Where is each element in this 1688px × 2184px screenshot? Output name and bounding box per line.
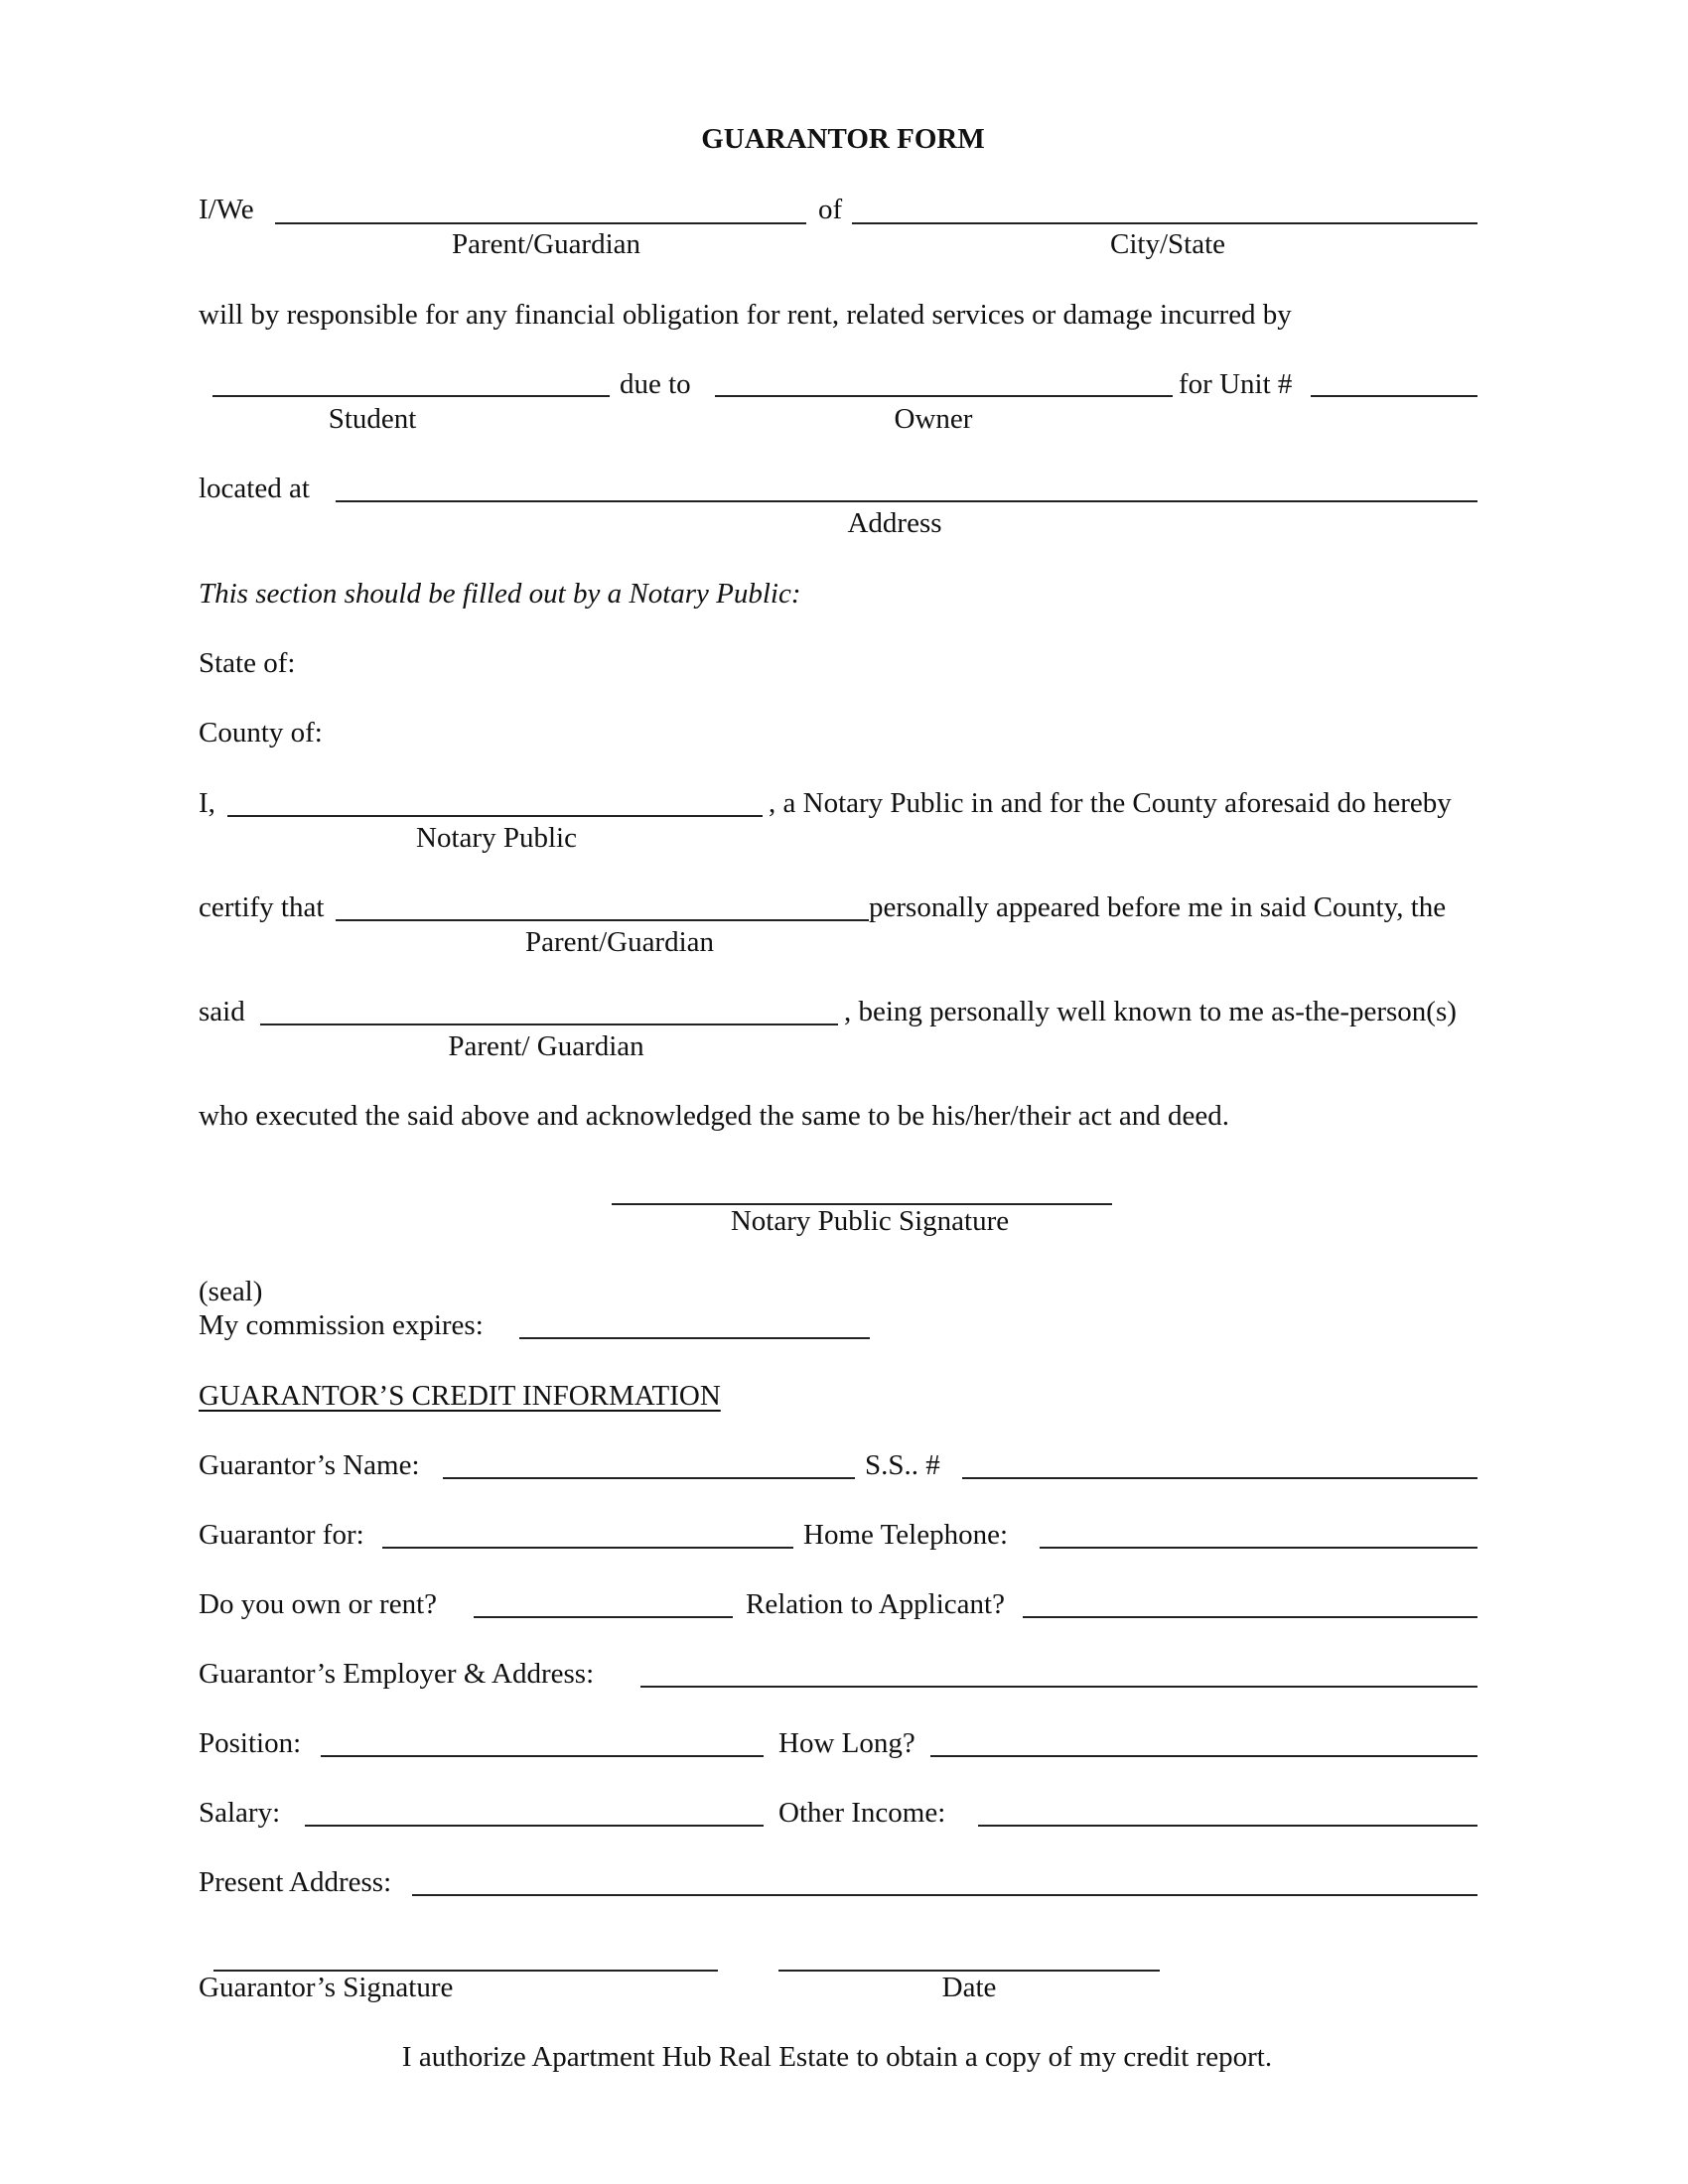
guarantor-name-label: Guarantor’s Name: [199, 1449, 420, 1481]
parent-guardian-caption: Parent/Guardian [451, 228, 641, 260]
employer-address-field[interactable] [640, 1662, 1477, 1688]
student-caption: Student [328, 403, 417, 435]
student-field[interactable] [212, 371, 610, 397]
for-unit-label: for Unit # [1179, 368, 1293, 400]
certify-parent-guardian-field[interactable] [336, 895, 869, 921]
due-to-label: due to [620, 368, 691, 400]
commission-expires-label: My commission expires: [199, 1309, 484, 1341]
said-label: said [199, 996, 245, 1027]
credit-info-heading: GUARANTOR’S CREDIT INFORMATION [199, 1380, 721, 1412]
county-of-label: County of: [199, 717, 323, 749]
personally-appeared-text: personally appeared before me in said County, the [869, 891, 1447, 923]
guarantor-signature-line[interactable] [213, 1946, 718, 1972]
credit-authorization-text: I authorize Apartment Hub Real Estate to obtain a copy of my credit report. [401, 2041, 1273, 2073]
how-long-label: How Long? [778, 1727, 915, 1759]
city-state-field[interactable] [852, 199, 1477, 224]
present-address-label: Present Address: [199, 1866, 392, 1898]
city-state-caption: City/State [1110, 228, 1225, 260]
certify-that-label: certify that [199, 891, 325, 923]
salary-label: Salary: [199, 1797, 281, 1829]
address-caption: Address [847, 507, 942, 539]
of-label: of [818, 194, 843, 225]
unit-number-field[interactable] [1311, 371, 1477, 397]
home-telephone-field[interactable] [1040, 1523, 1477, 1549]
seal-label: (seal) [199, 1276, 263, 1307]
said-parent-guardian-field[interactable] [260, 1000, 838, 1025]
guarantor-for-field[interactable] [382, 1523, 793, 1549]
notary-signature-line[interactable] [612, 1179, 1112, 1205]
relation-field[interactable] [1023, 1592, 1477, 1618]
own-rent-label: Do you own or rent? [199, 1588, 438, 1620]
notary-public-field[interactable] [227, 791, 763, 817]
iwe-label: I/We [199, 194, 254, 225]
guarantor-name-field[interactable] [443, 1453, 855, 1479]
owner-caption: Owner [894, 403, 973, 435]
certify-parent-guardian-caption: Parent/Guardian [524, 926, 715, 958]
guarantor-signature-caption: Guarantor’s Signature [199, 1972, 454, 2003]
date-caption: Date [941, 1972, 997, 2003]
guarantor-for-label: Guarantor for: [199, 1519, 364, 1551]
located-at-label: located at [199, 473, 310, 504]
home-telephone-label: Home Telephone: [803, 1519, 1009, 1551]
own-rent-field[interactable] [474, 1592, 733, 1618]
present-address-field[interactable] [412, 1870, 1477, 1896]
parent-guardian-field[interactable] [275, 199, 806, 224]
said-parent-guardian-caption: Parent/ Guardian [448, 1030, 644, 1062]
date-line[interactable] [778, 1946, 1160, 1972]
other-income-label: Other Income: [778, 1797, 946, 1829]
position-field[interactable] [321, 1731, 764, 1757]
position-label: Position: [199, 1727, 302, 1759]
ss-label: S.S.. # [865, 1449, 940, 1481]
notary-signature-caption: Notary Public Signature [730, 1205, 1010, 1237]
executed-text: who executed the said above and acknowledged the same to be his/her/their act and deed. [199, 1100, 1229, 1132]
commission-expires-field[interactable] [519, 1313, 870, 1339]
notary-public-caption: Notary Public [416, 822, 577, 854]
notary-section-note: This section should be filled out by a Notary Public: [199, 578, 801, 610]
address-field[interactable] [336, 477, 1477, 502]
i-label: I, [199, 787, 215, 819]
well-known-text: , being personally well known to me as-the-person(s) [844, 996, 1457, 1027]
owner-field[interactable] [715, 371, 1173, 397]
other-income-field[interactable] [978, 1801, 1477, 1827]
notary-text: , a Notary Public in and for the County aforesaid do hereby [769, 787, 1452, 819]
ss-number-field[interactable] [962, 1453, 1477, 1479]
salary-field[interactable] [305, 1801, 764, 1827]
employer-label: Guarantor’s Employer & Address: [199, 1658, 595, 1690]
responsibility-text: will by responsible for any financial obligation for rent, related services or damage incurred by [199, 299, 1292, 331]
page-title: GUARANTOR FORM [701, 123, 985, 155]
state-of-label: State of: [199, 647, 296, 679]
how-long-field[interactable] [930, 1731, 1477, 1757]
relation-label: Relation to Applicant? [746, 1588, 1005, 1620]
